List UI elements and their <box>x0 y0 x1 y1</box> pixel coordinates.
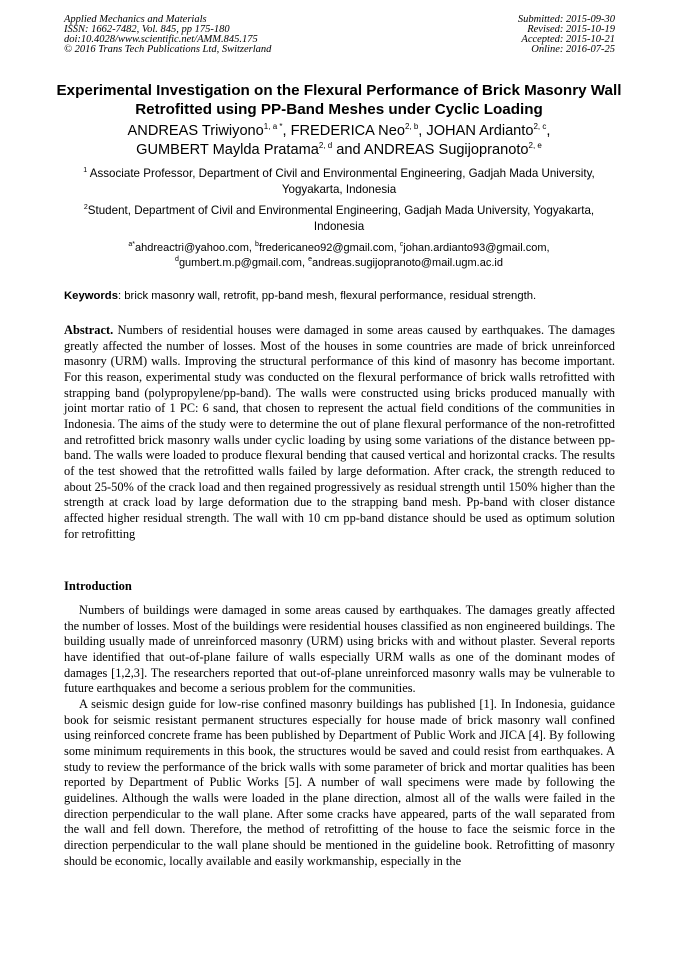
author-name: GUMBERT Maylda Pratama <box>136 142 319 158</box>
journal-name: Applied Mechanics and Materials <box>64 14 207 25</box>
email-list: $^{a*}$ahdreactri@yahoo.com, $^b$fredericaneo92@gmail.com, $^c$johan.ardianto93@gmail.com, $^d$gumbert.m.p@gmail.com, $^e$andreas.sugijopranoto@mail.ugm.ac.id <box>128 241 550 269</box>
email-superscript: b <box>255 241 259 248</box>
author-superscript: 2, d <box>318 141 333 150</box>
email-superscript: a* <box>128 241 136 248</box>
copyright-line: © 2016 Trans Tech Publications Ltd, Switzerland <box>64 44 272 55</box>
abstract-label: Abstract. <box>64 323 114 337</box>
paragraph: A seismic design guide for low-rise confined masonry buildings has published [1]. In Indonesia, guidance book for seismic resistant permanent structures especially for house made of brick masonry wall confined using reinforced concrete frame has been published by Department of Public Work and JICA [4]. By following some minimum requirements in this book, the structures would be saved and could resist from earthquakes. A study to review the performance of the brick walls with some parameter of brick and mortar qualities has been reported by Department of Public Works [5]. A number of wall specimens were made by following the guidelines. Although the walls were loaded in the plane direction, almost all of the walls were failed in the direction perpendicular to the wall plane. After some cracks have appeared, parts of the wall separated from the wall and fell down. Therefore, the method of retrofitting of the house to face the seismic force in the direction perpendicular to the wall plane should be mentioned in the guideline book. Retrofitting of masonry should be economic, locally available and easily workmanship, especially in the <box>64 696 615 868</box>
abstract <box>64 323 615 542</box>
author-superscript: 2, b <box>404 122 419 131</box>
abstract-text: Numbers of residential houses were damaged in some areas caused by earthquakes. The damages greatly affected the number of losses. Most of the houses in some countries are made of brick unreinforced masonry (URM) walls. Improving the structural performance of this kind of masonry has become important. For this reason, experimental study was conducted on the flexural performance of brick walls retrofitted with strapping band (polypropylene/pp-band). The walls were constructed using bricks produced manually with joint mortar ratio of 1 PC: 6 sand, that chosen to represent the actual field conditions of the communities in Indonesia. The aims of the study were to determine the out of plane flexural performance of the non-retrofitted and retrofitted brick masonry walls under cyclic loading by using some variations of the distance between pp-band. The walls were loaded to produce flexural bending that caused vertical and horizontal cracks. The results of the test showed that the retrofitted walls failed by large deformation. After crack, the strength reduced to about 25-50% of the crack load and then regained progressively as residual strength until 150% higher than the strength at crack load by large deformation due to the strapping band mesh. Pp-band with closer distance affected higher residual strength. The wall with 10 cm pp-band distance should be used as optimum solution for retrofitting <box>64 323 615 541</box>
email: fredericaneo92@gmail.com <box>258 242 394 254</box>
revised-date: Revised: 2015-10-19 <box>527 24 615 35</box>
introduction-heading: Introduction <box>64 579 132 593</box>
paper-title: Experimental Investigation on the Flexural Performance of Brick Masonry Wall Retrofitted using PP-Band Meshes under Cyclic Loading <box>56 82 622 118</box>
keywords-text: : brick masonry wall, retrofit, pp-band mesh, flexural performance, residual strength. <box>118 290 537 302</box>
affiliation-superscript: 2 <box>83 204 88 211</box>
publication-dates <box>518 15 615 55</box>
email-superscript: d <box>175 256 179 263</box>
paragraph: Numbers of buildings were damaged in some areas caused by earthquakes. The damages greatly affected the number of losses. Most of the buildings were residential houses classified as non engineered buildings. The building usually made of unreinforced masonry (URM) using bricks with and without plaster. Several reports have identified that out-of-plane failure of walls especially URM walls as one of the dominant modes of damages [1,2,3]. The researchers reported that out-of-plane unreinforced masonry walls may be vulnerable to future earthquakes and become a serious problem for the communities. <box>64 603 615 696</box>
online-date: Online: 2016-07-25 <box>531 44 615 55</box>
email-superscript: c <box>399 241 404 248</box>
affiliation-2 <box>60 203 618 235</box>
email: johan.ardianto93@gmail.com <box>403 242 547 254</box>
email: andreas.sugijopranoto@mail.ugm.ac.id <box>312 257 503 269</box>
journal-info <box>64 15 271 55</box>
author-name: ANDREAS Triwiyono <box>127 123 264 139</box>
doi-line: doi:10.4028/www.scientific.net/AMM.845.175 <box>64 34 258 45</box>
author-superscript: 1, a * <box>263 122 283 131</box>
accepted-date: Accepted: 2015-10-21 <box>521 34 615 45</box>
author-list: ANDREAS Triwiyono$^{1, a *}$, FREDERICA Neo$^{2, b}$, JOHAN Ardianto$^{2, c}$, GUMBERT Maylda Pratama$^{2, d}$ and ANDREAS Sugijopranoto$^{2, e}$ <box>127 122 551 158</box>
affiliation-text: Associate Professor, Department of Civil and Environmental Engineering, Gadjah Mada University, Yogyakarta, Indonesia <box>89 167 595 196</box>
author-superscript: 2, e <box>528 141 542 150</box>
author-name: JOHAN Ardianto <box>426 123 534 139</box>
author-name: FREDERICA Neo <box>290 123 405 139</box>
keywords-label: Keywords <box>64 290 118 302</box>
affiliation-text: Student, Department of Civil and Environmental Engineering, Gadjah Mada University, Yogyakarta, Indonesia <box>87 204 595 233</box>
affiliation-1 <box>60 166 618 198</box>
author-name: ANDREAS Sugijopranoto <box>363 142 529 158</box>
introduction-body <box>64 603 615 869</box>
email-superscript: e <box>308 256 313 263</box>
email: ahdreactri@yahoo.com <box>135 242 249 254</box>
affiliation-superscript: 1 <box>83 167 88 174</box>
keywords <box>64 289 616 304</box>
author-superscript: 2, c <box>533 122 547 131</box>
email: gumbert.m.p@gmail.com <box>178 257 302 269</box>
issn-line: ISSN: 1662-7482, Vol. 845, pp 175-180 <box>64 24 230 35</box>
submitted-date: Submitted: 2015-09-30 <box>517 14 615 25</box>
